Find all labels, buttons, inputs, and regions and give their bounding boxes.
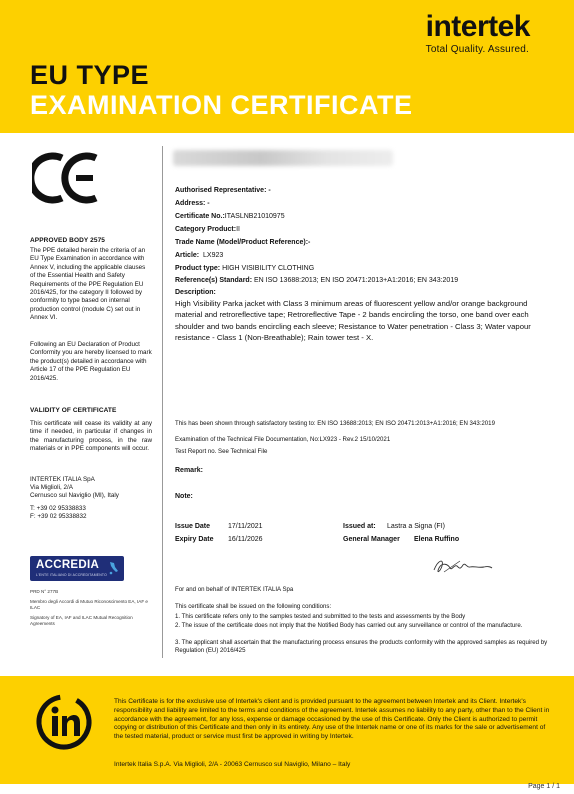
article-value: LX923 — [203, 252, 224, 259]
approved-body-heading: APPROVED BODY 2575 — [30, 237, 106, 244]
address-city: Cernusco sul Naviglio (MI), Italy — [30, 492, 119, 499]
accredia-name: ACCREDIA — [36, 559, 100, 571]
address-fax: F: +39 02 95338832 — [30, 513, 87, 520]
address-street: Via Miglioli, 2/A — [30, 484, 73, 491]
cert-no-label: Certificate No.: — [175, 213, 225, 220]
conformity-text: Following an EU Declaration of Product Conformity you are hereby licensed to mark the product(s) detailed in accordance with Article 17 of the PPE Regulation EU 2016/425. — [30, 341, 152, 382]
accredia-logo — [30, 556, 124, 581]
signature-icon — [430, 556, 494, 576]
redacted-holder — [173, 150, 393, 166]
description-text: High Visibility Parka jacket with Class 3 minimum areas of fluorescent yellow and/or orange background material and retroreflective tape; Retroreflective Tape - 2 bands encircling the torso, one band over each shoulder and two bands encircling each sleeve; Resistance to Water penetration - Class 3; Water vapour resistance - Class 1 (Non-Breathable); Rain tower test - X. — [175, 299, 531, 342]
description-label: Description: — [175, 289, 216, 296]
accredia-member: Membro degli Accordi di Mutuo Riconoscimento EA, IAF e ILAC — [30, 599, 148, 610]
category-label: Category Product: — [175, 226, 237, 233]
column-divider — [162, 146, 163, 658]
expiry-date-label: Expiry Date — [175, 536, 214, 543]
certificate-number — [175, 212, 285, 221]
tested-statement: This has been shown through satisfactory testing to: EN ISO 13688:2013; EN ISO 20471:2013+A1:2016; EN 343:2019 — [175, 420, 495, 427]
brand-tagline: Total Quality. Assured. — [425, 44, 529, 55]
italy-map-icon — [106, 561, 120, 575]
accredia-subtitle: L'ENTE ITALIANO DI ACCREDITAMENTO — [36, 573, 107, 577]
intertek-logo — [426, 12, 530, 55]
validity-heading: VALIDITY OF CERTIFICATE — [30, 407, 117, 414]
issue-date-label: Issue Date — [175, 523, 211, 530]
examination-statement: Examination of the Technical File Documentation, No:LX923 - Rev.2 15/10/2021 — [175, 436, 391, 443]
issued-at-value: Lastra a Signa (FI) — [387, 523, 445, 530]
product-type — [175, 264, 314, 273]
address-company: INTERTEK ITALIA SpA — [30, 476, 95, 483]
trade-name: Trade Name (Model/Product Reference):- — [175, 239, 311, 246]
general-manager-label: General Manager — [343, 536, 400, 543]
issue-date-value: 17/11/2021 — [228, 523, 263, 530]
accredia-signatory: Signatory of EA, IAF and ILAC Mutual Recognition Agreements — [30, 615, 133, 626]
condition-3: 3. The applicant shall ascertain that the manufacturing process ensures the products conformity with the approved samples as required by Regulation (EU) 2016/425 — [175, 639, 548, 654]
category-value: II — [236, 226, 240, 233]
reference-standard — [175, 276, 458, 285]
address-field: Address: - — [175, 200, 210, 207]
page-number: Page 1 / 1 — [528, 783, 560, 790]
standards-label: Reference(s) Standard: — [175, 277, 253, 284]
cert-no-value: ITASLNB21010975 — [224, 213, 285, 220]
category-product — [175, 225, 240, 234]
product-type-label: Product type: — [175, 265, 221, 272]
intertek-in-logo-icon — [34, 692, 94, 752]
article-label: Article: — [175, 252, 200, 259]
standards-value: EN ISO 13688:2013; EN ISO 20471:2013+A1:2016; EN 343:2019 — [253, 277, 459, 284]
title-line-1: EU TYPE — [30, 60, 150, 90]
condition-1: 1. This certificate refers only to the samples tested and submitted to the tests and assessments by the Body — [175, 613, 466, 620]
general-manager-name: Elena Ruffino — [414, 536, 460, 543]
authorised-rep: Authorised Representative: - — [175, 187, 271, 194]
conditions-title: This certificate shall be issued on the following conditions: — [175, 603, 332, 610]
remark-label: Remark: — [175, 467, 204, 474]
brand-name: intertek — [425, 10, 530, 43]
approved-body-text: The PPE detailed herein the criteria of an EU Type Examination in accordance with Annex V, including the applicable clauses of the Essential Health and Safety Requirements of the PPE Regulation EU 2016/425, for the category II followed by conformity to type based on internal production control (module C) set out in Annex VI. — [30, 247, 146, 322]
on-behalf: For and on behalf of INTERTEK ITALIA Spa — [175, 586, 294, 593]
condition-2: 2. The issue of the certificate does not imply that the Notified Body has carried out any surveillance or control of the manufacture. — [175, 622, 523, 629]
note-label: Note: — [175, 493, 193, 500]
issued-at-label: Issued at: — [343, 523, 376, 530]
article — [175, 251, 223, 260]
footer-address: Intertek Italia S.p.A. Via Miglioli, 2/A - 20063 Cernusco sul Naviglio, Milano – Italy — [114, 761, 351, 768]
test-report: Test Report no. See Technical File — [175, 448, 268, 455]
product-type-value: HIGH VISIBILITY CLOTHING — [222, 265, 315, 272]
address-phone: T: +39 02 95338833 — [30, 505, 86, 512]
expiry-date-value: 16/11/2026 — [228, 536, 263, 543]
footer-disclaimer: This Certificate is for the exclusive use of Intertek's client and is provided pursuant to the agreement between Intertek and its Client. Intertek's responsibility and liability are limited to the terms and conditions of the agreement. Intertek assumes no liability to any party, other than to the Client in accordance with the agreement, for any loss, expense or damage occasioned by the use of this Certificate. Only the Client is authorized to permit copying or distribution of this Certificate and then only in its entirety. Any use of the Intertek name or one of its marks for the sale or advertisement of the tested material, product or service must first be approved in writing by Intertek. — [114, 698, 550, 741]
title-line-2: EXAMINATION CERTIFICATE — [30, 90, 413, 120]
accredia-prd: PRD N° 277B — [30, 589, 59, 594]
validity-text: This certificate will cease its validity at any time if needed, in particular if changes in the manufacturing process, in the raw materials or in PPE components will occur. — [30, 420, 152, 453]
ce-mark-icon — [32, 152, 100, 204]
